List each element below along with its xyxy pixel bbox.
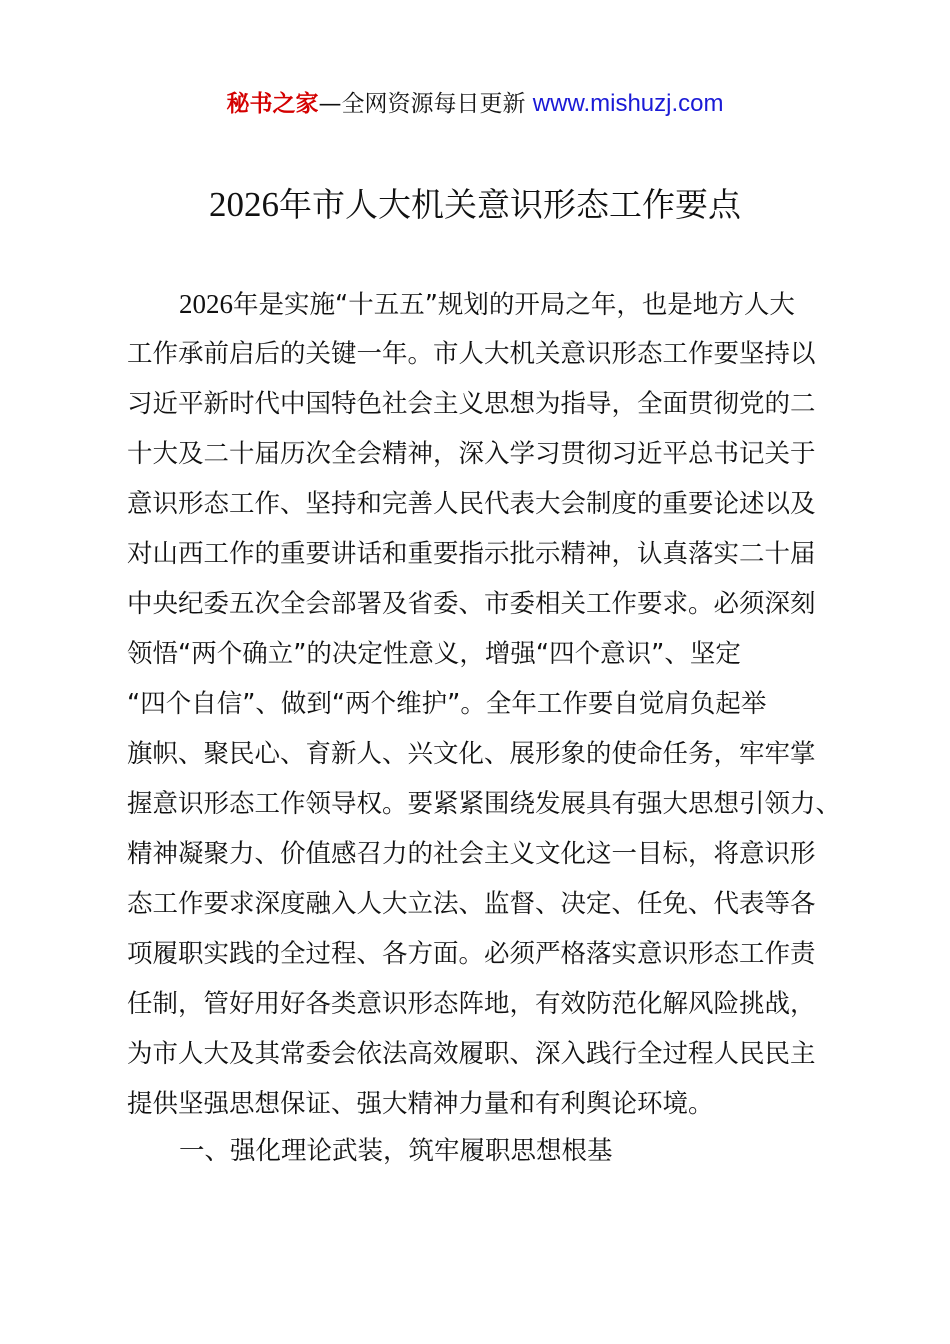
- paragraph-line: 中央纪委五次全会部署及省委、市委相关工作要求。必须深刻: [127, 589, 816, 619]
- paragraph-line: 2026年是实施“十五五”规划的开局之年，也是地方人大: [179, 289, 795, 320]
- paragraph-line: 握意识形态工作领导权。要紧紧围绕发展具有强大思想引领力、: [127, 789, 842, 819]
- header-slogan: —全网资源每日更新: [318, 91, 533, 117]
- paragraph-line: 项履职实践的全过程、各方面。必须严格落实意识形态工作责: [127, 939, 816, 969]
- paragraph-line: 十大及二十届历次全会精神，深入学习贯彻习近平总书记关于: [127, 439, 816, 469]
- title-text: 年市人大机关意识形态工作要点: [279, 185, 741, 224]
- site-header: [0, 88, 950, 120]
- brand-name: 秘书之家: [226, 91, 319, 117]
- paragraph-line: 态工作要求深度融入人大立法、监督、决定、任免、代表等各: [127, 889, 816, 919]
- paragraph-line: 精神凝聚力、价值感召力的社会主义文化这一目标，将意识形: [127, 839, 816, 869]
- paragraph-line: 领悟“两个确立”的决定性意义，增强“四个意识”、坚定: [127, 639, 741, 669]
- paragraph-line: 为市人大及其常委会依法高效履职、深入践行全过程人民民主: [127, 1039, 816, 1069]
- paragraph-line: “四个自信”、做到“两个维护”。全年工作要自觉肩负起举: [127, 689, 767, 719]
- paragraph-line: 对山西工作的重要讲话和重要指示批示精神，认真落实二十届: [127, 539, 816, 569]
- site-url-link[interactable]: www.mishuzj.com: [532, 90, 724, 117]
- document-title: [0, 183, 950, 227]
- intro-paragraph: [127, 279, 842, 1129]
- paragraph-line: 意识形态工作、坚持和完善人民代表大会制度的重要论述以及: [127, 489, 816, 519]
- paragraph-line: 习近平新时代中国特色社会主义思想为指导，全面贯彻党的二: [127, 389, 816, 419]
- section-heading-1: 一、强化理论武装，筑牢履职思想根基: [179, 1136, 613, 1166]
- paragraph-line: 提供坚强思想保证、强大精神力量和有利舆论环境。: [127, 1089, 714, 1119]
- paragraph-line: 旗帜、聚民心、育新人、兴文化、展形象的使命任务，牢牢掌: [127, 739, 816, 769]
- paragraph-line: 工作承前启后的关键一年。市人大机关意识形态工作要坚持以: [127, 339, 816, 369]
- intro-year: 2026: [179, 289, 233, 319]
- paragraph-line: 任制，管好用好各类意识形态阵地，有效防范化解风险挑战，: [127, 989, 816, 1019]
- title-year: 2026: [209, 185, 279, 224]
